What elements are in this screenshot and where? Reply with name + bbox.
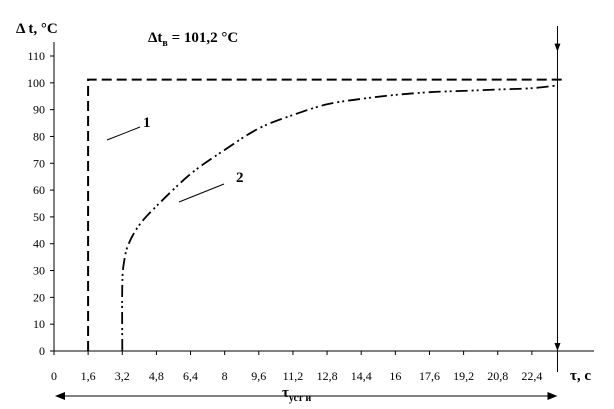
x-tick-label: 20,8 [487, 369, 509, 383]
y-tick-label: 100 [27, 75, 45, 90]
y-ticks [27, 49, 54, 358]
x-tick-label: 14,4 [350, 369, 372, 383]
series-2-line [122, 86, 557, 352]
x-ticks [51, 351, 542, 383]
x-tick-label: 1,6 [80, 369, 96, 383]
annotation-sub: в [162, 38, 168, 49]
y-tick-label: 50 [33, 209, 45, 224]
end-marker-arrow-bottom [554, 343, 560, 351]
series-1-label: 1 [143, 115, 151, 131]
annotation-delta-t [148, 30, 238, 49]
y-tick-label: 70 [33, 156, 45, 171]
x-tick-label: 19,2 [453, 369, 475, 383]
x-axis-label: τ, c [570, 368, 592, 384]
end-marker-arrow-top [554, 44, 560, 52]
x-tick-label: 9,6 [251, 369, 267, 383]
x-tick-label: 16 [389, 369, 402, 383]
y-tick-label: 0 [39, 344, 45, 358]
x-tick-label: 22,4 [521, 369, 543, 383]
x-tick-label: 4,8 [148, 369, 164, 383]
series-1-line [88, 80, 566, 351]
y-tick-label: 10 [33, 317, 45, 332]
y-tick-label: 40 [33, 236, 45, 251]
x-tick-label: 17,6 [418, 369, 440, 383]
x-tick-label: 12,8 [316, 369, 338, 383]
series-2-label: 2 [236, 170, 244, 186]
y-axis-label: Δ t, °C [16, 21, 58, 37]
series-1-leader [107, 127, 140, 140]
series-2-leader [179, 184, 224, 202]
settling-time-symbol: τ [282, 385, 289, 401]
settling-time-sub: уст и [288, 393, 312, 404]
y-tick-label: 80 [33, 129, 45, 144]
settling-time-label [282, 385, 311, 404]
y-tick-label: 110 [27, 49, 45, 63]
annotation-main: Δt [148, 30, 163, 46]
y-tick-label: 60 [33, 183, 45, 198]
x-tick-label: 6,4 [183, 369, 199, 383]
y-tick-label: 90 [33, 102, 45, 117]
y-tick-label: 30 [33, 263, 45, 278]
y-tick-label: 20 [33, 290, 45, 305]
x-tick-label: 3,2 [114, 369, 130, 383]
x-tick-label: 8 [221, 369, 228, 383]
x-tick-label: 11,2 [282, 369, 304, 383]
annotation-rest: = 101,2 °C [167, 30, 239, 46]
x-tick-label: 0 [51, 369, 57, 383]
